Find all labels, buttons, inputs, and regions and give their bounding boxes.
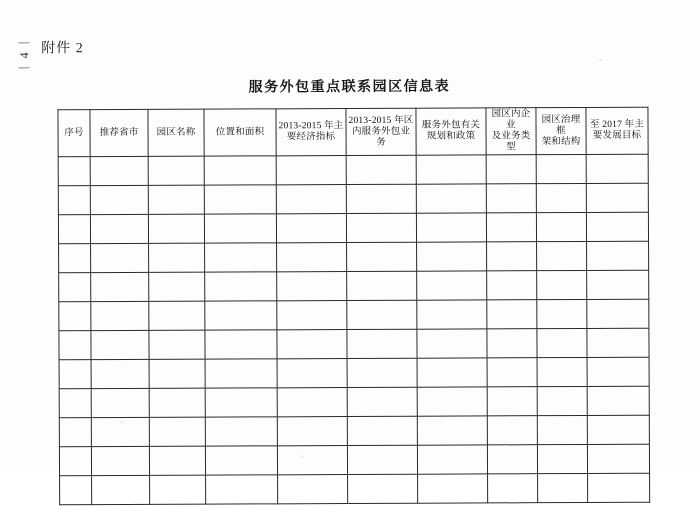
table-cell[interactable] [346,155,416,184]
header-line: 要发展目标 [592,130,642,141]
table-cell[interactable] [587,415,649,444]
table-cell[interactable] [487,300,537,329]
table-cell[interactable] [587,386,649,415]
table-cell[interactable] [417,271,487,300]
table-cell[interactable] [347,329,417,358]
table-row [58,212,648,244]
table-row [59,270,649,302]
table-cell[interactable] [347,416,417,445]
table-cell[interactable] [205,446,277,475]
table-cell[interactable] [417,358,487,387]
table-cell[interactable] [587,328,649,357]
table-cell[interactable] [537,415,587,444]
header-line: 2013-2015 年主 [278,121,344,132]
header-line: 规划和政策 [426,131,476,142]
table-cell[interactable] [58,157,90,186]
header-line: 园区内企业 [491,109,531,131]
table-cell[interactable] [59,302,91,331]
table-cell[interactable] [59,273,91,302]
table-cell[interactable] [346,213,416,242]
header-line: 序号 [64,127,84,138]
table-cell[interactable] [59,447,91,476]
table-cell[interactable] [348,474,418,503]
table-row [59,299,649,331]
table-cell[interactable] [149,301,205,330]
table-cell[interactable] [91,272,149,301]
table-cell[interactable] [418,474,488,503]
table-cell[interactable] [347,358,417,387]
table-cell[interactable] [346,184,416,213]
table-cell[interactable] [537,241,587,270]
table-cell[interactable] [149,272,205,301]
table-cell[interactable] [486,184,536,213]
page-number-dash-bottom: — [18,61,30,74]
table-cell[interactable] [59,418,91,447]
table-cell[interactable] [91,243,149,272]
table-cell[interactable] [486,155,536,184]
table-row [58,154,648,186]
table-cell[interactable] [416,184,486,213]
table-cell[interactable] [149,388,205,417]
table-cell[interactable] [347,300,417,329]
table-cell[interactable] [587,270,649,299]
table-cell[interactable] [205,359,277,388]
table-cell[interactable] [416,155,486,184]
table-header [58,107,648,157]
table-cell[interactable] [60,476,92,505]
table-cell[interactable] [347,387,417,416]
table-cell[interactable] [347,445,417,474]
info-table [57,107,650,506]
table-cell[interactable] [276,214,346,243]
table-row [59,241,649,273]
table-cell[interactable] [205,272,277,301]
table-cell[interactable] [487,271,537,300]
table-header-cell-6 [416,108,486,155]
table-cell[interactable] [486,213,536,242]
table-cell[interactable] [416,213,486,242]
table-cell[interactable] [587,299,649,328]
table-cell[interactable] [588,473,650,502]
table-cell[interactable] [149,243,205,272]
header-line: 至 2017 年主 [589,119,645,130]
table-cell[interactable] [417,329,487,358]
table-cell[interactable] [537,444,587,473]
table-cell[interactable] [90,214,148,243]
header-line: 推荐省市 [99,127,139,138]
table-cell[interactable] [90,156,148,185]
table-row [59,357,649,389]
header-line: 2013-2015 年区 [348,115,414,126]
table-header-cell-0 [58,110,90,157]
table-header-cell-3 [204,109,276,156]
table-cell[interactable] [487,358,537,387]
scan-speck [121,421,123,423]
table-cell[interactable] [347,242,417,271]
table-cell[interactable] [587,444,649,473]
table-cell[interactable] [488,474,538,503]
table-cell[interactable] [206,475,278,504]
table-header-cell-9 [586,107,648,154]
table-cell[interactable] [59,244,91,273]
table-header-row [58,107,648,157]
table-cell[interactable] [91,359,149,388]
header-line: 服务外包有关 [421,120,481,131]
table-cell[interactable] [417,387,487,416]
table-row [59,386,649,418]
table-cell[interactable] [148,185,204,214]
header-line: 园区治理框 [541,114,581,136]
table-cell[interactable] [587,241,649,270]
table-cell[interactable] [487,416,537,445]
table-header-cell-1 [90,109,148,156]
table-cell[interactable] [58,186,90,215]
table-row [59,415,649,447]
table-cell[interactable] [91,446,149,475]
table-cell[interactable] [536,212,586,241]
table-cell[interactable] [205,388,277,417]
table-cell[interactable] [538,473,588,502]
table-row [58,183,648,215]
scan-speck [599,59,601,61]
table-header-cell-4 [276,109,346,156]
table-cell[interactable] [537,357,587,386]
table-cell[interactable] [537,299,587,328]
table-cell[interactable] [205,301,277,330]
table-cell[interactable] [417,242,487,271]
table-cell[interactable] [277,243,347,272]
table-cell[interactable] [149,359,205,388]
table-cell[interactable] [587,357,649,386]
table-cell[interactable] [417,416,487,445]
page-number: 4 [17,52,32,59]
table-header-cell-8 [536,107,586,154]
table-cell[interactable] [91,301,149,330]
header-line: 园区名称 [156,127,196,138]
table-cell[interactable] [347,271,417,300]
table-cell[interactable] [277,272,347,301]
table-cell[interactable] [586,154,648,183]
table-cell[interactable] [59,389,91,418]
table-header-cell-7 [486,108,536,155]
attachment-label: 附件 2 [41,41,84,57]
table-cell[interactable] [487,387,537,416]
table-row [59,328,649,360]
table-cell[interactable] [277,446,347,475]
table-cell[interactable] [91,330,149,359]
table-cell[interactable] [149,417,205,446]
page-number-dash-top: — [18,36,30,49]
table-cell[interactable] [149,330,205,359]
info-table-container [57,107,649,506]
table-cell[interactable] [59,360,91,389]
page-number-margin-mark [13,37,35,73]
header-line: 要经济指标 [286,132,336,143]
table-cell[interactable] [148,214,204,243]
header-line: 位置和面积 [215,126,265,138]
table-cell[interactable] [205,330,277,359]
table-cell[interactable] [149,446,205,475]
table-cell[interactable] [417,300,487,329]
table-cell[interactable] [204,156,276,185]
table-cell[interactable] [205,243,277,272]
table-cell[interactable] [487,242,537,271]
table-cell[interactable] [537,386,587,415]
table-cell[interactable] [148,156,204,185]
table-cell[interactable] [150,475,206,504]
table-cell[interactable] [586,183,648,212]
table-row [60,473,650,505]
page-title: 服务外包重点联系园区信息表 [248,79,451,96]
table-cell[interactable] [277,330,347,359]
table-cell[interactable] [277,301,347,330]
table-cell[interactable] [536,154,586,183]
table-cell[interactable] [487,329,537,358]
table-cell[interactable] [204,185,276,214]
table-cell[interactable] [205,417,277,446]
scan-speck [301,455,303,457]
table-cell[interactable] [92,475,150,504]
table-header-cell-2 [148,109,204,156]
table-cell[interactable] [537,270,587,299]
table-cell[interactable] [277,359,347,388]
table-cell[interactable] [91,388,149,417]
table-cell[interactable] [204,214,276,243]
table-header-cell-5 [346,108,416,155]
table-cell[interactable] [276,185,346,214]
table-cell[interactable] [90,185,148,214]
table-row [59,444,649,476]
header-line: 及业务类型 [491,131,531,153]
table-cell[interactable] [537,328,587,357]
table-cell[interactable] [59,331,91,360]
table-body [58,154,650,505]
table-cell[interactable] [278,475,348,504]
header-line: 架和结构 [541,136,581,147]
table-cell[interactable] [276,156,346,185]
table-cell[interactable] [277,388,347,417]
table-cell[interactable] [586,212,648,241]
table-cell[interactable] [536,183,586,212]
table-cell[interactable] [58,215,90,244]
header-line: 内服务外包业务 [351,126,411,148]
table-cell[interactable] [277,417,347,446]
